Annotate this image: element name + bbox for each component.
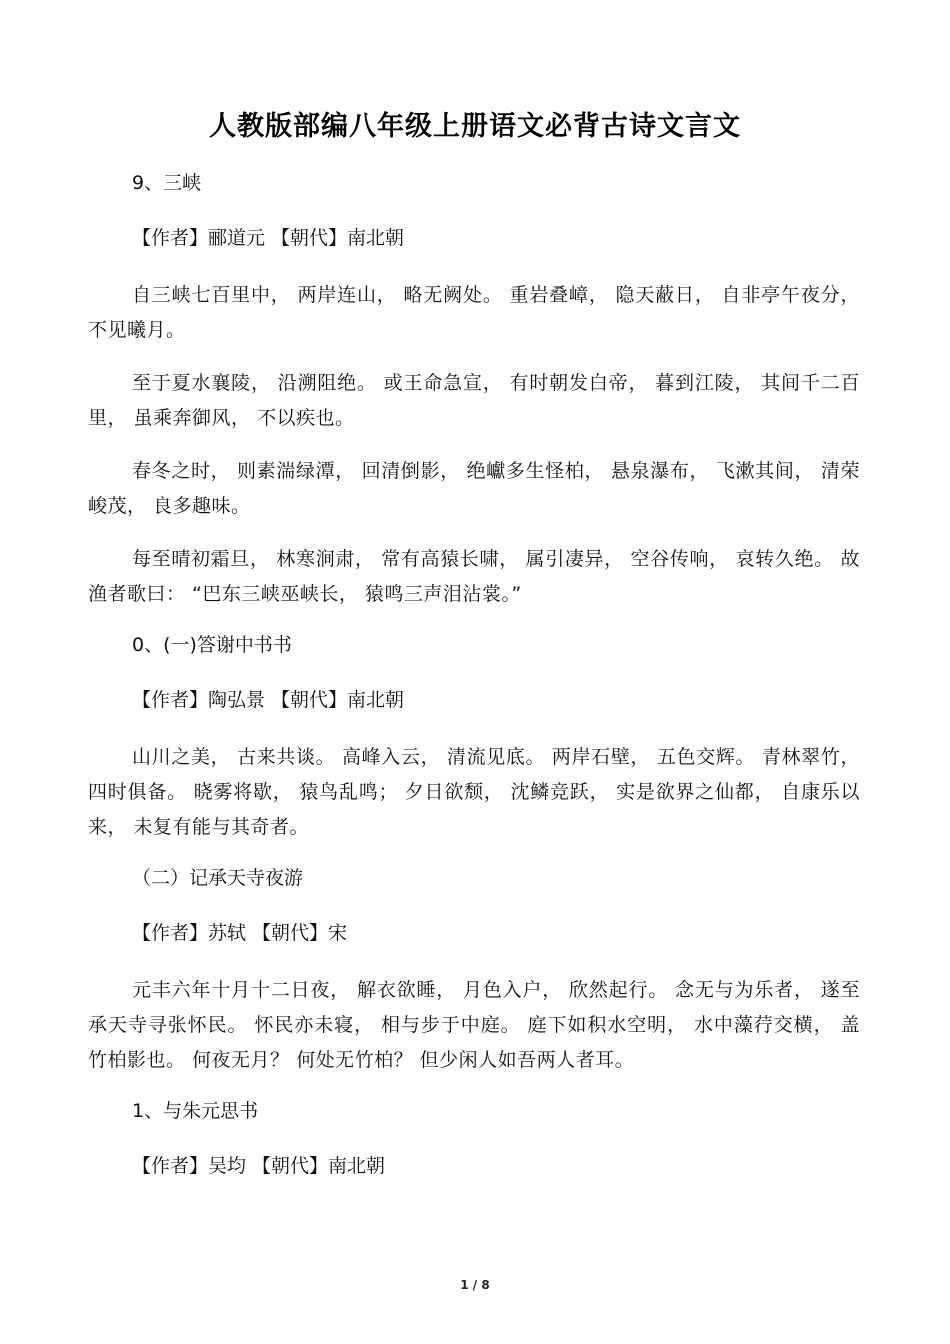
paragraph: 春冬之时， 则素湍绿潭， 回清倒影， 绝巘多生怪柏， 悬泉瀑布， 飞漱其间， 清荣峻茂， 良多趣味。: [88, 460, 860, 517]
paragraph: 至于夏水襄陵， 沿溯阻绝。 或王命急宣， 有时朝发白帝， 暮到江陵， 其间千二百里， 虽乘奔御风， 不以疾也。: [88, 372, 860, 429]
section-heading-jichengtiansi: （二）记承天寺夜游: [132, 867, 304, 889]
section-meta-sanxia: 【作者】郦道元 【朝代】南北朝: [132, 227, 405, 249]
page-indicator: 1 / 8: [460, 1278, 490, 1292]
paragraph: 山川之美， 古来共谈。 高峰入云， 清流见底。 两岸石壁， 五色交辉。 青林翠竹， 四时俱备。 晓雾将歇， 猿鸟乱鸣； 夕日欲颓， 沈鳞竞跃， 实是欲界之仙都， 自康乐以来， 未复有能与其奇者。: [88, 746, 860, 838]
section-heading-yuzhuyuansishu: 1、与朱元思书: [132, 1100, 259, 1122]
section-meta-yuzhuyuansishu: 【作者】吴均 【朝代】南北朝: [132, 1155, 386, 1177]
document-body: [88, 168, 860, 1206]
paragraph: 自三峡七百里中， 两岸连山， 略无阙处。 重岩叠嶂， 隐天蔽日， 自非亭午夜分， 不见曦月。: [88, 284, 860, 341]
paragraph: 元丰六年十月十二日夜， 解衣欲睡， 月色入户， 欣然起行。 念无与为乐者， 遂至承天寺寻张怀民。 怀民亦未寝， 相与步于中庭。 庭下如积水空明， 水中藻荇交横， 盖竹柏影也。 何夜无月？ 何处无竹柏？ 但少闲人如吾两人者耳。: [88, 979, 860, 1071]
document-title: 人教版部编八年级上册语文必背古诗文言文: [209, 111, 741, 142]
section-meta-daxiezhongshushu: 【作者】陶弘景 【朝代】南北朝: [132, 689, 405, 711]
paragraph: 每至晴初霜旦， 林寒涧肃， 常有高猿长啸， 属引凄异， 空谷传响， 哀转久绝。 故渔者歌曰： “巴东三峡巫峡长， 猿鸣三声泪沾裳。”: [88, 548, 860, 605]
section-heading-sanxia: 9、三峡: [132, 172, 202, 194]
section-meta-jichengtiansi: 【作者】苏轼 【朝代】宋: [132, 922, 348, 944]
section-heading-daxiezhongshushu: 0、(一)答谢中书书: [132, 634, 292, 656]
